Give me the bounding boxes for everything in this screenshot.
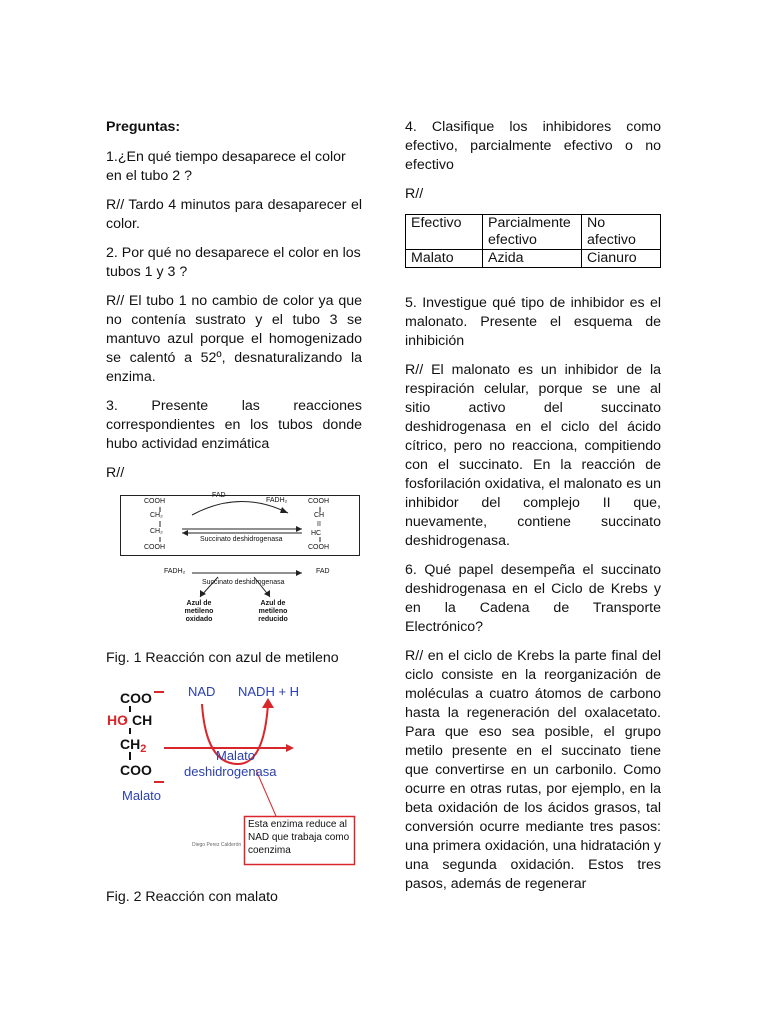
answer-5: R// El malonato es un inhibidor de la respiración celular, porque se une al sitio activo del succinato deshidrogenasa en el ciclo del ácido cítrico, pero no reacciona, compitiendo con el succinato. En la reacción de fosforilación oxidativa, el malonato es un inhibidor del complejo II que, nuevamente, contiene succinato deshidrogenasa. [405,362,661,549]
fadh2-label: FADH₂ [266,497,288,504]
enzyme-name-line1: Malato [216,748,256,763]
question-1: 1.¿En qué tiempo desaparece el color en el tubo 2 ? [106,149,346,184]
ho-group: HO [107,712,128,728]
answer-6: R// en el ciclo de Krebs la parte final del ciclo consiste en la reorganización de moléculas a cuatro átomos de carbono hasta la regeneración del oxalacetato. Para que eso sea posible, el grupo metilo presente en el succinato tiene que convertirse en un carbonilo. Como ocurre en otras rutas, por ejemplo, en la beta oxidación de los ácidos grasos, tal conversión ocurre mediante tres pasos: una primera oxidación, una hidratación y una segunda oxidación. Estos tres pasos, además de regenerar [405,648,661,892]
table-header-cell: No afectivo [582,215,661,250]
nadh-label: NADH + H [238,684,300,699]
answer-4: R// [405,186,424,202]
figure-2-diagram [106,678,366,874]
ch2-text: CH [120,736,141,752]
ch2-group [120,736,146,755]
nad-label: NAD [188,684,216,699]
question-6: 6. Qué papel desempeña el succinato deshidrogenasa en el Ciclo de Krebs y en la Cadena de Transporte Electrónico? [405,562,661,635]
table-header-row [406,215,661,250]
enzyme-name-line2: deshidrogenasa [184,764,277,779]
cooh-bottom-right: COOH [308,544,329,551]
coo-top: COO [120,690,152,706]
enzyme-note: Esta enzima reduce al NAD que trabaja como coenzima [248,819,350,856]
ch-group: CH [132,712,153,728]
question-2: 2. Por qué no desaparece el color en los tubos 1 y 3 ? [106,245,361,280]
azul-oxidado: Azul de metileno oxidado [184,600,214,623]
ch2-lower: CH₂ [150,528,163,535]
question-4: 4. Clasifique los inhibidores como efectivo, parcialmente efectivo o no efectivo [405,119,661,173]
azul-reducido: Azul de metileno reducido [258,600,288,623]
table-header-cell: Efectivo [406,215,483,250]
answer-3: R// [106,465,125,481]
table-row [406,250,661,268]
table-cell: Cianuro [582,250,661,268]
fad-lower: FAD [316,568,330,575]
ch-right: CH [314,512,325,519]
table-cell: Malato [406,250,483,268]
figure-2-caption: Fig. 2 Reacción con malato [106,889,278,905]
fad-label: FAD [212,492,226,499]
coo-bottom: COO [120,762,152,778]
ch2-upper: CH₂ [150,512,163,519]
right-column [405,118,661,904]
enzyme-label-bottom: Succinato deshidrogenasa [202,579,285,586]
hc-right: HC [311,530,322,537]
figure-1-diagram [120,493,360,641]
left-column [106,118,362,917]
figure-1-caption: Fig. 1 Reacción con azul de metileno [106,650,339,666]
ch2-subscript: 2 [140,743,147,755]
question-5: 5. Investigue qué tipo de inhibidor es el malonato. Presente el esquema de inhibición [405,295,661,349]
fadh2-lower: FADH₂ [164,568,186,575]
cooh-bottom-left: COOH [144,544,165,551]
cooh-top-left: COOH [144,498,165,505]
answer-1: R// Tardo 4 minutos para desaparecer el color. [106,197,362,232]
cooh-top-right: COOH [308,498,329,505]
inhibitor-table [405,214,661,268]
substrate-label: Malato [122,788,162,803]
image-credit: Diego Perez Calderón [192,842,242,848]
section-title: Preguntas: [106,119,181,135]
answer-2: R// El tubo 1 no cambio de color ya que no contenía sustrato y el tubo 3 se mantuvo azul porque el homogenizado se calentó a 52º, desnaturalizando la enzima. [106,293,362,385]
enzyme-label-top: Succinato deshidrogenasa [200,536,283,543]
question-3: 3. Presente las reacciones correspondientes en los tubos donde hubo actividad enzimática [106,398,362,452]
table-cell: Azida [483,250,582,268]
double-bond: II [317,521,321,528]
table-header-cell: Parcialmente efectivo [483,215,582,250]
